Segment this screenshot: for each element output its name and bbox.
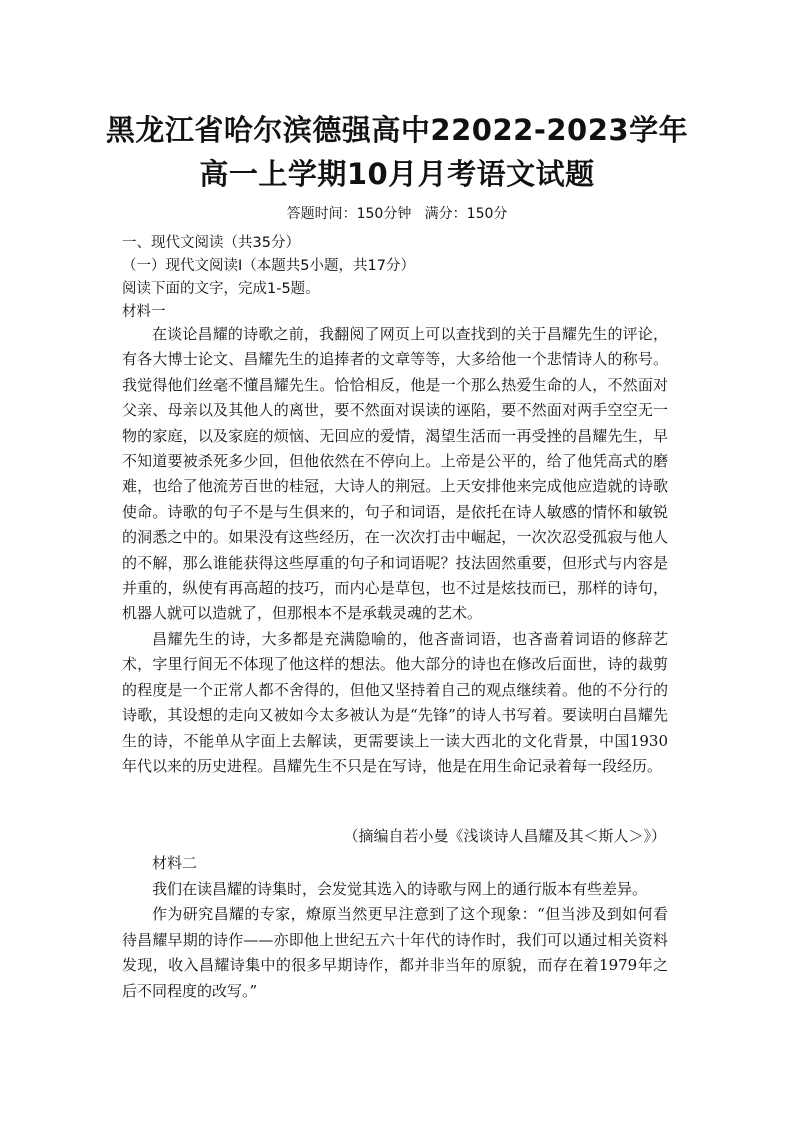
material-1-paragraph: 昌耀先生的诗，大多都是充满隐喻的，他吝啬词语，也吝啬着词语的修辞艺术，字里行间无不体现了他这样的想法。他大部分的诗也在修改后面世，诗的裁剪的程度是一个正常人都不舍得的，但他又坚持着自己的观点继续着。他的不分行的诗歌，其设想的走向又被如今太多被认为是“先锋”的诗人书写着。要读明白昌耀先生的诗，不能单从字面上去解读，更需要读上一读大西北的文化背景，中国1930年代以来的历史进程。昌耀先生不只是在写诗，他是在用生命记录着每一段经历。 bbox=[122, 629, 668, 775]
section-heading: 一、现代文阅读（共35分） bbox=[122, 235, 300, 251]
sub-section-heading: （一）现代文阅读Ⅰ（本题共5小题，共17分） bbox=[122, 258, 415, 274]
material-1-body bbox=[122, 322, 668, 779]
material-1-source: （摘编自若小曼《浅谈诗人昌耀及其＜斯人＞》） bbox=[343, 827, 666, 845]
material-2-label: 材料二 bbox=[152, 854, 198, 872]
reading-instruction: 阅读下面的文字，完成1-5题。 bbox=[122, 281, 320, 297]
exam-title-line-1: 黑龙江省哈尔滨德强高中22022-2023学年 bbox=[105, 113, 689, 147]
exam-time-and-score: 答题时间：150分钟 满分：150分 bbox=[286, 206, 508, 222]
material-1-label: 材料一 bbox=[122, 304, 166, 320]
exam-title-line-2: 高一上学期10月月考语文试题 bbox=[199, 157, 595, 191]
material-2-body bbox=[122, 877, 668, 1004]
material-2-paragraph: 我们在读昌耀的诗集时，会发觉其选入的诗歌与网上的通行版本有些差异。 bbox=[152, 880, 648, 898]
material-1-paragraph: 在谈论昌耀的诗歌之前，我翻阅了网页上可以查找到的关于昌耀先生的评论，有各大博士论文、昌耀先生的追捧者的文章等等，大多给他一个悲情诗人的称号。我觉得他们丝毫不懂昌耀先生。恰恰相反，他是一个那么热爱生命的人，不然面对父亲、母亲以及其他人的离世，要不然面对误读的诬陷，要不然面对两手空空无一物的家庭，以及家庭的烦恼、无回应的爱情，渴望生活而一再受挫的昌耀先生，早不知道要被杀死多少回，但他依然在不停向上。上帝是公平的，给了他凭高式的磨难，也给了他流芳百世的桂冠，大诗人的荆冠。上天安排他来完成他应造就的诗歌使命。诗歌的句子不是与生俱来的，句子和词语，是依托在诗人敏感的情怀和敏锐的洞悉之中的。如果没有这些经历，在一次次打击中崛起，一次次忍受孤寂与他人的不解，那么谁能获得这些厚重的句子和词语呢？技法固然重要，但形式与内容是并重的，纵使有再高超的技巧，而内心是草包，也不过是炫技而已，那样的诗句，机器人就可以造就了，但那根本不是承载灵魂的艺术。 bbox=[122, 325, 668, 623]
material-2-paragraph: 作为研究昌耀的专家，燎原当然更早注意到了这个现象：“但当涉及到如何看待昌耀早期的诗作——亦即他上世纪五六十年代的诗作时，我们可以通过相关资料发现，收入昌耀诗集中的很多早期诗作，都并非当年的原貌，而存在着1979年之后不同程度的改写。” bbox=[122, 905, 668, 1000]
